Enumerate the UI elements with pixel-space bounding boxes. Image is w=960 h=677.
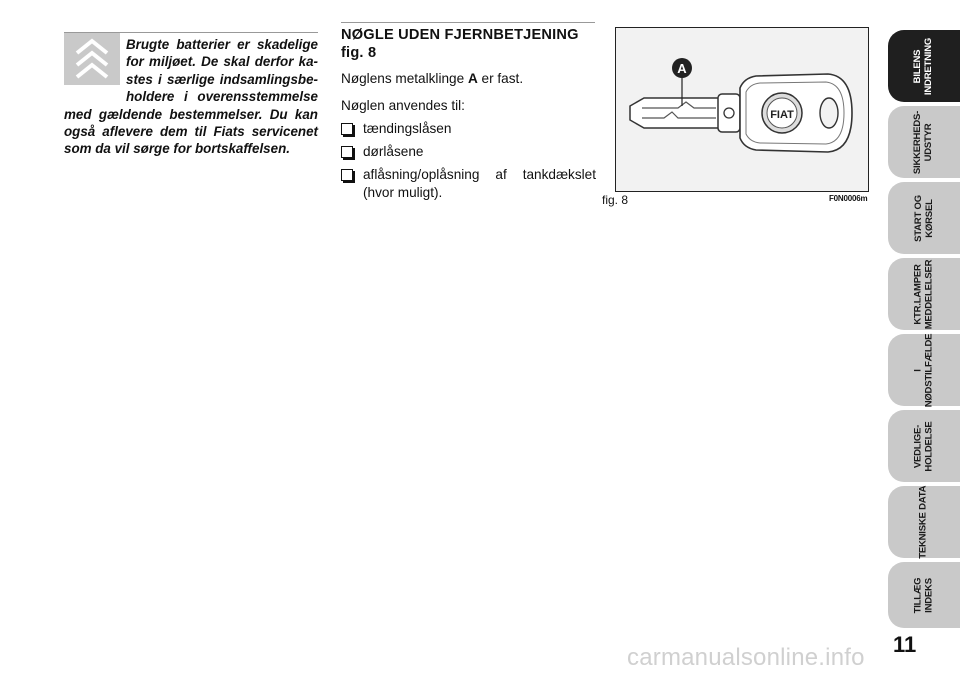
watermark: carmanualsonline.info [627, 644, 865, 671]
blade-letter: A [467, 71, 478, 86]
page-number: 11 [893, 632, 917, 657]
key-blade-paragraph [341, 70, 523, 88]
checkbox-bullet-icon [341, 146, 353, 158]
checkbox-bullet-icon [341, 169, 353, 181]
environment-note [64, 36, 318, 158]
tab-i-nodstilfaelde[interactable]: I NØDSTILFÆLDE [888, 334, 960, 406]
key-figure [615, 27, 869, 192]
list-item: tændingslåsen [341, 120, 596, 138]
tab-tillaeg-indeks[interactable]: TILLÆG INDEKS [888, 562, 960, 628]
list-item: aflåsning/oplåsning af tankdækslet (hvor muligt). [341, 166, 596, 202]
figure-code: F0N0006m [829, 194, 868, 203]
key-usage-list [341, 120, 596, 207]
key-blade-text: Nøglens metalklinge A er fast. [341, 71, 524, 86]
figure-caption: fig. 8 [602, 193, 629, 207]
key-usage-intro: Nøglen anvendes til: [341, 98, 465, 113]
tab-bilens-indretning[interactable]: BILENS INDRETNING [888, 30, 960, 102]
tab-start-og-korsel[interactable]: START OG KØRSEL [888, 182, 960, 254]
key-illustration [616, 28, 868, 191]
checkbox-bullet-icon [341, 123, 353, 135]
tab-tekniske-data[interactable]: TEKNISKE DATA [888, 486, 960, 558]
tab-kontrollamper[interactable]: KTR.LAMPER MEDDELELSER [888, 258, 960, 330]
top-rule-middle [341, 22, 595, 23]
tab-vedligeholdelse[interactable]: VEDLIGE- HOLDELSE [888, 410, 960, 482]
blade-label-A: A [677, 61, 687, 76]
tab-sikkerhedsudstyr[interactable]: SIKKERHEDS- UDSTYR [888, 106, 960, 178]
section-heading: NØGLE UDEN FJERNBETJENING fig. 8 [341, 27, 579, 61]
list-item: dørlåsene [341, 143, 596, 161]
fiat-logo-text: FIAT [770, 109, 794, 121]
environment-note-text: Brugte batterier er skadelige for miljøet. De skal derfor ka-stes i særlige indsamlingsbe-holdere i overensstemmelse med gældende bestemmelser. Du kan også aflevere dem til Fiats servicenet som da vil sørge for bortskaffelsen. [64, 37, 318, 157]
